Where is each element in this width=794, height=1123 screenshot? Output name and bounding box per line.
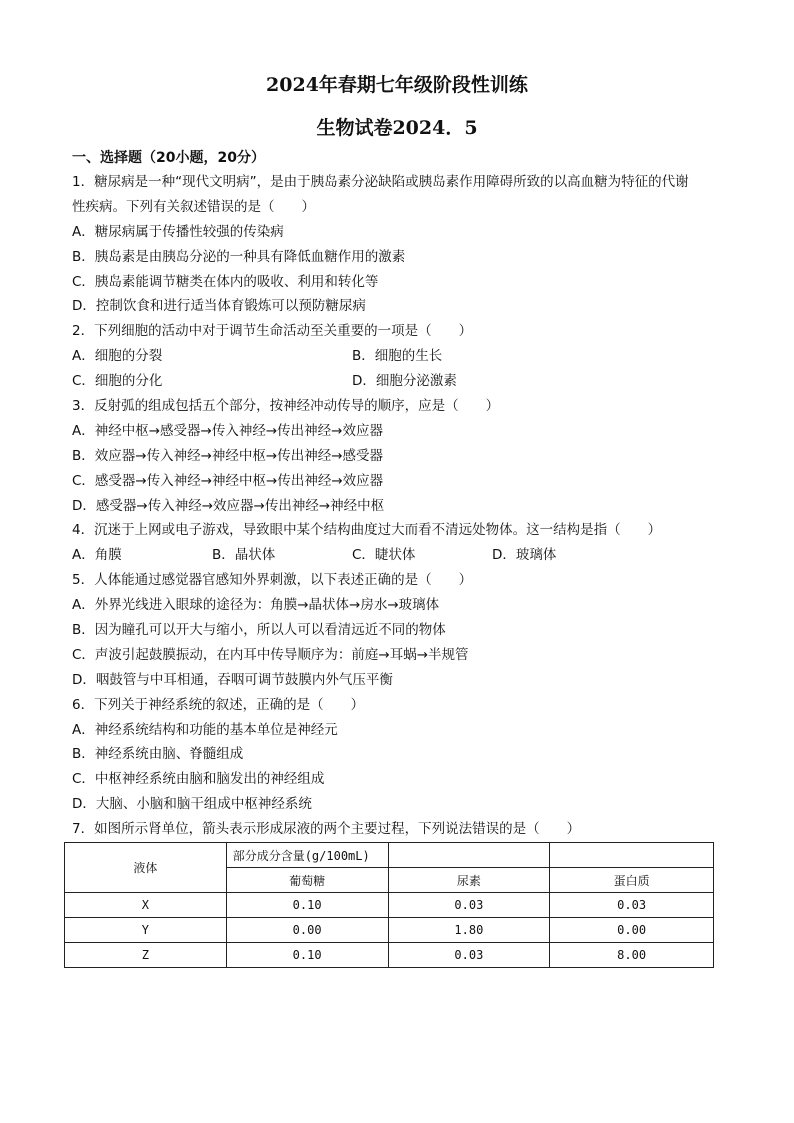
option-line: C．感受器→传入神经→神经中枢→传出神经→效应器 (72, 472, 384, 489)
option-line: A．外界光线进入眼球的途径为：角膜→晶状体→房水→玻璃体 (72, 597, 440, 614)
question-body (72, 170, 732, 842)
question-line: 3．反射弧的组成包括五个部分，按神经冲动传导的顺序，应是（ ） (72, 398, 500, 415)
question-line: 6．下列关于神经系统的叙述，正确的是（ ） (72, 696, 365, 713)
row-label: Z (65, 943, 227, 968)
table-header-liquid: 液体 (65, 843, 227, 893)
option-line: A．神经中枢→感受器→传入神经→传出神经→效应器 (72, 422, 383, 439)
option-row (72, 543, 732, 568)
option-line: D．咽鼓管与中耳相通，吞咽可调节鼓膜内外气压平衡 (72, 671, 393, 688)
option: D．玻璃体 (492, 547, 557, 564)
option-line: C．中枢神经系统由脑和脑发出的神经组成 (72, 771, 325, 788)
option-line: A．神经系统结构和功能的基本单位是神经元 (72, 721, 338, 738)
table-header-glucose: 葡萄糖 (226, 868, 388, 893)
table-empty-cell (388, 843, 550, 868)
option-row (72, 369, 732, 394)
cell-value: 0.10 (226, 893, 388, 918)
option-row (72, 344, 732, 369)
table-group-header: 部分成分含量(g/100mL) (226, 843, 388, 868)
cell-value: 0.03 (550, 893, 714, 918)
table-empty-cell (550, 843, 714, 868)
option-line: C．胰岛素能调节糖类在体内的吸收、利用和转化等 (72, 273, 379, 290)
section-heading: 一、选择题（20小题，20分） (72, 150, 265, 166)
row-label: X (65, 893, 227, 918)
option-line: D．感受器→传入神经→效应器→传出神经→神经中枢 (72, 497, 385, 514)
option-line: C．声波引起鼓膜振动，在内耳中传导顺序为：前庭→耳蜗→半规管 (72, 646, 469, 663)
table-row (65, 943, 714, 968)
option-line: B．胰岛素是由胰岛分泌的一种具有降低血糖作用的激素 (72, 248, 406, 265)
row-label: Y (65, 918, 227, 943)
option-line: A．糖尿病属于传播性较强的传染病 (72, 223, 284, 240)
cell-value: 0.00 (550, 918, 714, 943)
option-line: B．神经系统由脑、脊髓组成 (72, 746, 244, 763)
question-line: 7．如图所示肾单位，箭头表示形成尿液的两个主要过程，下列说法错误的是（ ） (72, 821, 581, 838)
exam-title: 2024年春期七年级阶段性训练 (266, 74, 528, 96)
option-line: B．因为瞳孔可以开大与缩小，所以人可以看清远近不同的物体 (72, 622, 446, 639)
option-line: D．控制饮食和进行适当体育锻炼可以预防糖尿病 (72, 298, 366, 315)
question-line: 4．沉迷于上网或电子游戏，导致眼中某个结构曲度过大而看不清远处物体。这一结构是指（ ） (72, 522, 662, 539)
option: B．晶状体 (212, 547, 276, 564)
option: B．细胞的生长 (352, 348, 443, 365)
option: C．睫状体 (352, 547, 416, 564)
exam-subtitle: 生物试卷2024．5 (316, 117, 478, 139)
table-header-urea: 尿素 (388, 868, 550, 893)
cell-value: 0.00 (226, 918, 388, 943)
cell-value: 0.03 (388, 893, 550, 918)
cell-value: 0.03 (388, 943, 550, 968)
question-line: 性疾病。下列有关叙述错误的是（ ） (72, 198, 315, 215)
question-line: 2．下列细胞的活动中对于调节生命活动至关重要的一项是（ ） (72, 323, 473, 340)
question-line: 5．人体能通过感觉器官感知外界刺激，以下表述正确的是（ ） (72, 572, 473, 589)
option: D．细胞分泌激素 (352, 373, 457, 390)
option: A．细胞的分裂 (72, 348, 163, 365)
option: C．细胞的分化 (72, 373, 163, 390)
cell-value: 1.80 (388, 918, 550, 943)
table-row (65, 918, 714, 943)
composition-table (64, 842, 714, 968)
question-line: 1．糖尿病是一种“现代文明病”，是由于胰岛素分泌缺陷或胰岛素作用障碍所致的以高血糖为特征的代谢 (72, 174, 689, 190)
cell-value: 8.00 (550, 943, 714, 968)
table-header-protein: 蛋白质 (550, 868, 714, 893)
option-line: D．大脑、小脑和脑干组成中枢神经系统 (72, 796, 312, 813)
option-line: B．效应器→传入神经→神经中枢→传出神经→感受器 (72, 447, 384, 464)
cell-value: 0.10 (226, 943, 388, 968)
option: A．角膜 (72, 547, 122, 564)
table-row (65, 893, 714, 918)
